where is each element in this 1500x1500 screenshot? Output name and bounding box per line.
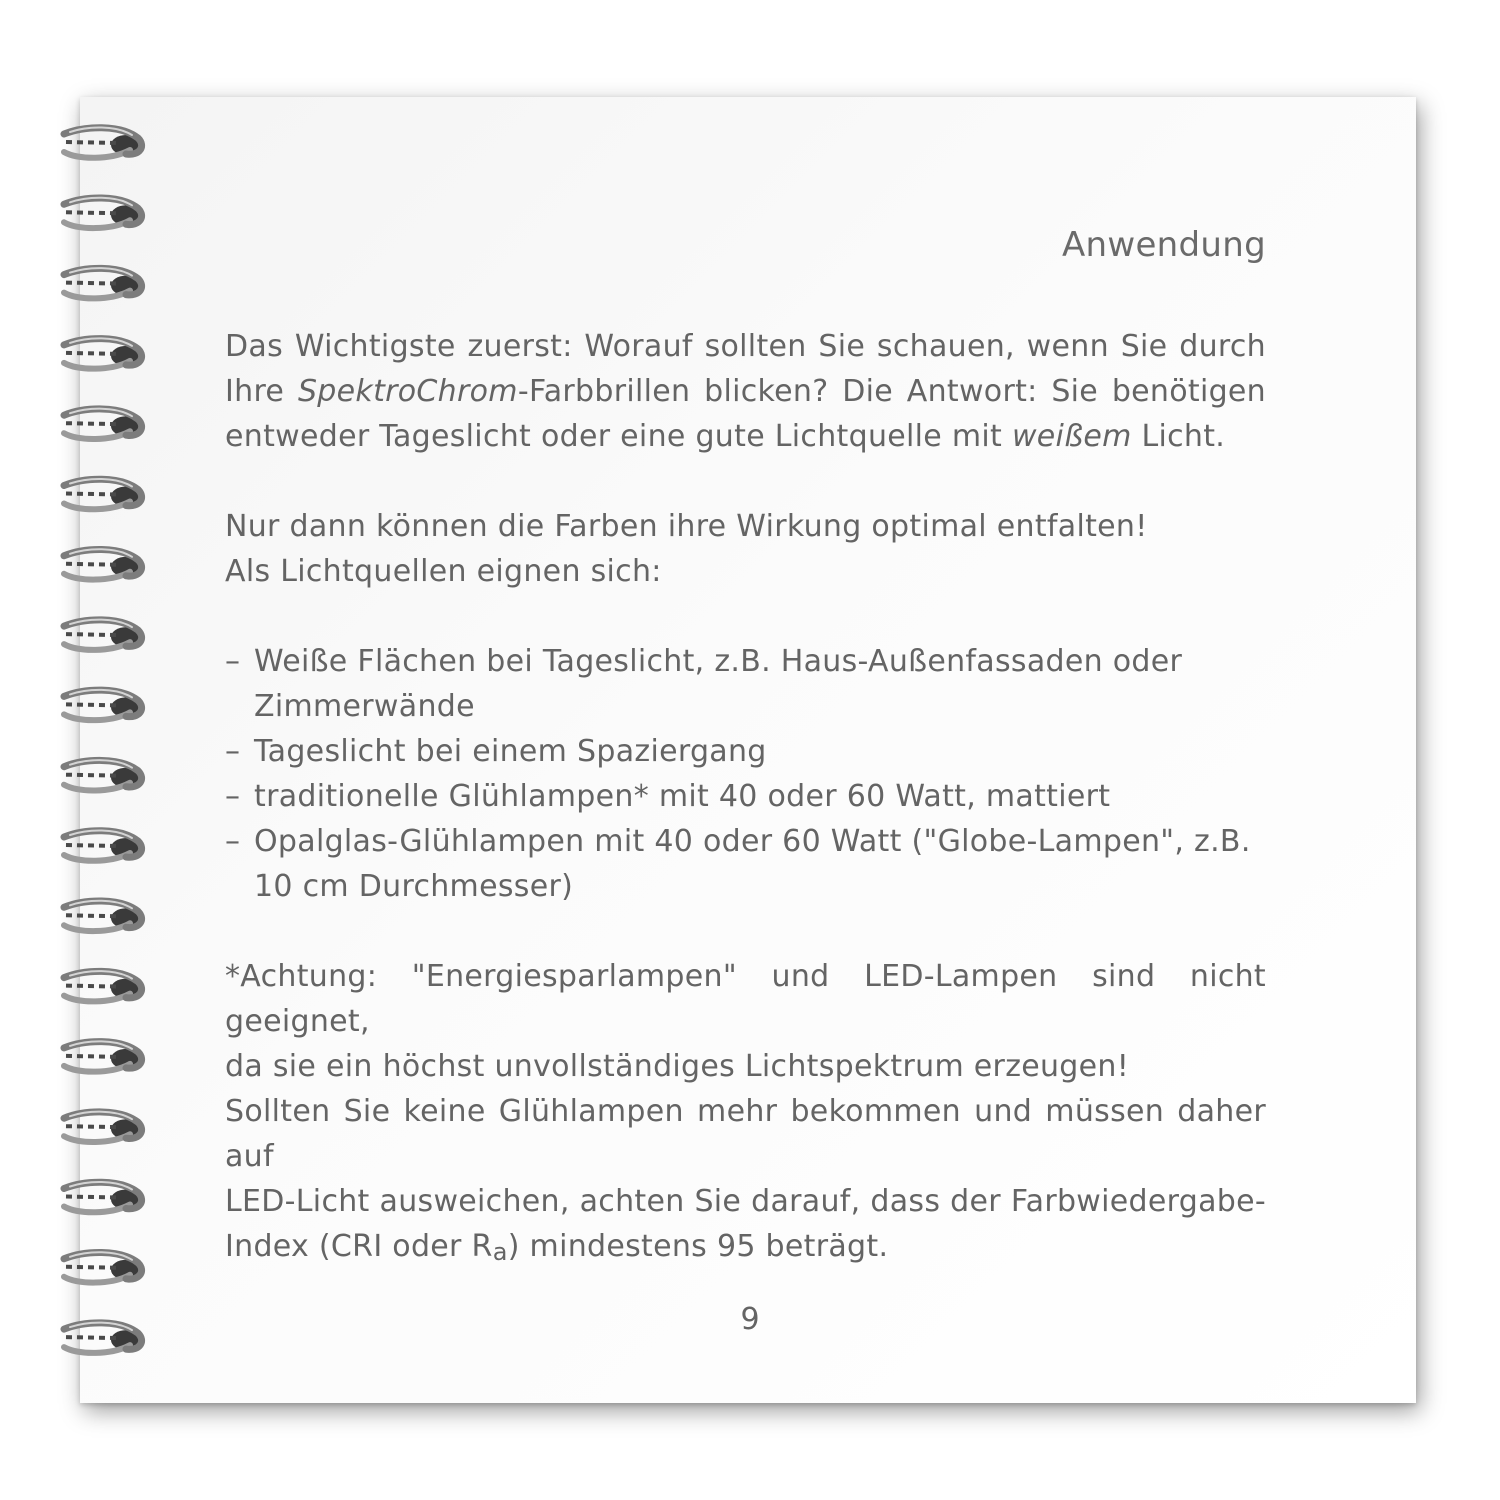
note-line-4: LED-Licht ausweichen, achten Sie darauf, dass der Farbwiedergabe- (225, 1184, 1266, 1219)
light-sources-list (225, 639, 1266, 909)
spiral-coil (64, 338, 142, 368)
intro-line-3: entweder Tageslicht oder eine gute Lichtquelle mit weißem Licht. (225, 419, 1226, 454)
spiral-coil (64, 690, 142, 720)
spiral-binding (0, 0, 160, 1500)
intro-line-2: Ihre SpektroChrom-Farbbrillen blicken? Die Antwort: Sie benötigen (225, 374, 1266, 409)
spiral-coil (64, 1182, 142, 1212)
intro-paragraph (225, 324, 1266, 459)
page-number: 9 (740, 1302, 760, 1337)
spiral-coil (64, 1112, 142, 1142)
spiral-coil (64, 549, 142, 579)
spiral-coil (64, 127, 142, 157)
spiral-coil (64, 1252, 142, 1282)
list-item: – Weiße Flächen bei Tageslicht, z.B. Haus-Außenfassaden oder Zimmerwände (225, 644, 1183, 724)
spiral-coil (64, 198, 142, 228)
page-heading: Anwendung (1061, 225, 1266, 265)
spiral-coil (64, 620, 142, 650)
spiral-coil (64, 1041, 142, 1071)
emphasis-white: weißem (1011, 419, 1132, 454)
spiral-coil (64, 409, 142, 439)
subscript-a: a (492, 1238, 508, 1266)
sources-line-2: Als Lichtquellen eignen sich: (225, 554, 662, 589)
spiral-coil (64, 830, 142, 860)
sources-line-1: Nur dann können die Farben ihre Wirkung optimal entfalten! (225, 509, 1148, 544)
spiral-coil (64, 971, 142, 1001)
note-paragraph (225, 954, 1266, 1271)
note-line-2: da sie ein höchst unvollständiges Lichtspektrum erzeugen! (225, 1049, 1130, 1084)
spiral-coil (64, 901, 142, 931)
list-item: – Tageslicht bei einem Spaziergang (225, 734, 767, 769)
sources-paragraph (225, 504, 1266, 594)
note-line-3: Sollten Sie keine Glühlampen mehr bekommen und müssen daher auf (225, 1094, 1266, 1174)
note-line-5: Index (CRI oder Ra) mindestens 95 beträgt. (225, 1229, 889, 1266)
brand-name: SpektroChrom (297, 374, 518, 409)
note-line-1: *Achtung: "Energiesparlampen" und LED-Lampen sind nicht geeignet, (225, 959, 1266, 1039)
page-content (225, 220, 1266, 1271)
spiral-coil (64, 760, 142, 790)
list-item: – Opalglas-Glühlampen mit 40 oder 60 Watt ("Globe-Lampen", z.B. 10 cm Durchmesser) (225, 824, 1251, 904)
intro-line-1: Das Wichtigste zuerst: Worauf sollten Sie schauen, wenn Sie durch (225, 329, 1266, 364)
spiral-coil (64, 268, 142, 298)
list-item: – traditionelle Glühlampen* mit 40 oder 60 Watt, mattiert (225, 779, 1111, 814)
spiral-coil (64, 479, 142, 509)
